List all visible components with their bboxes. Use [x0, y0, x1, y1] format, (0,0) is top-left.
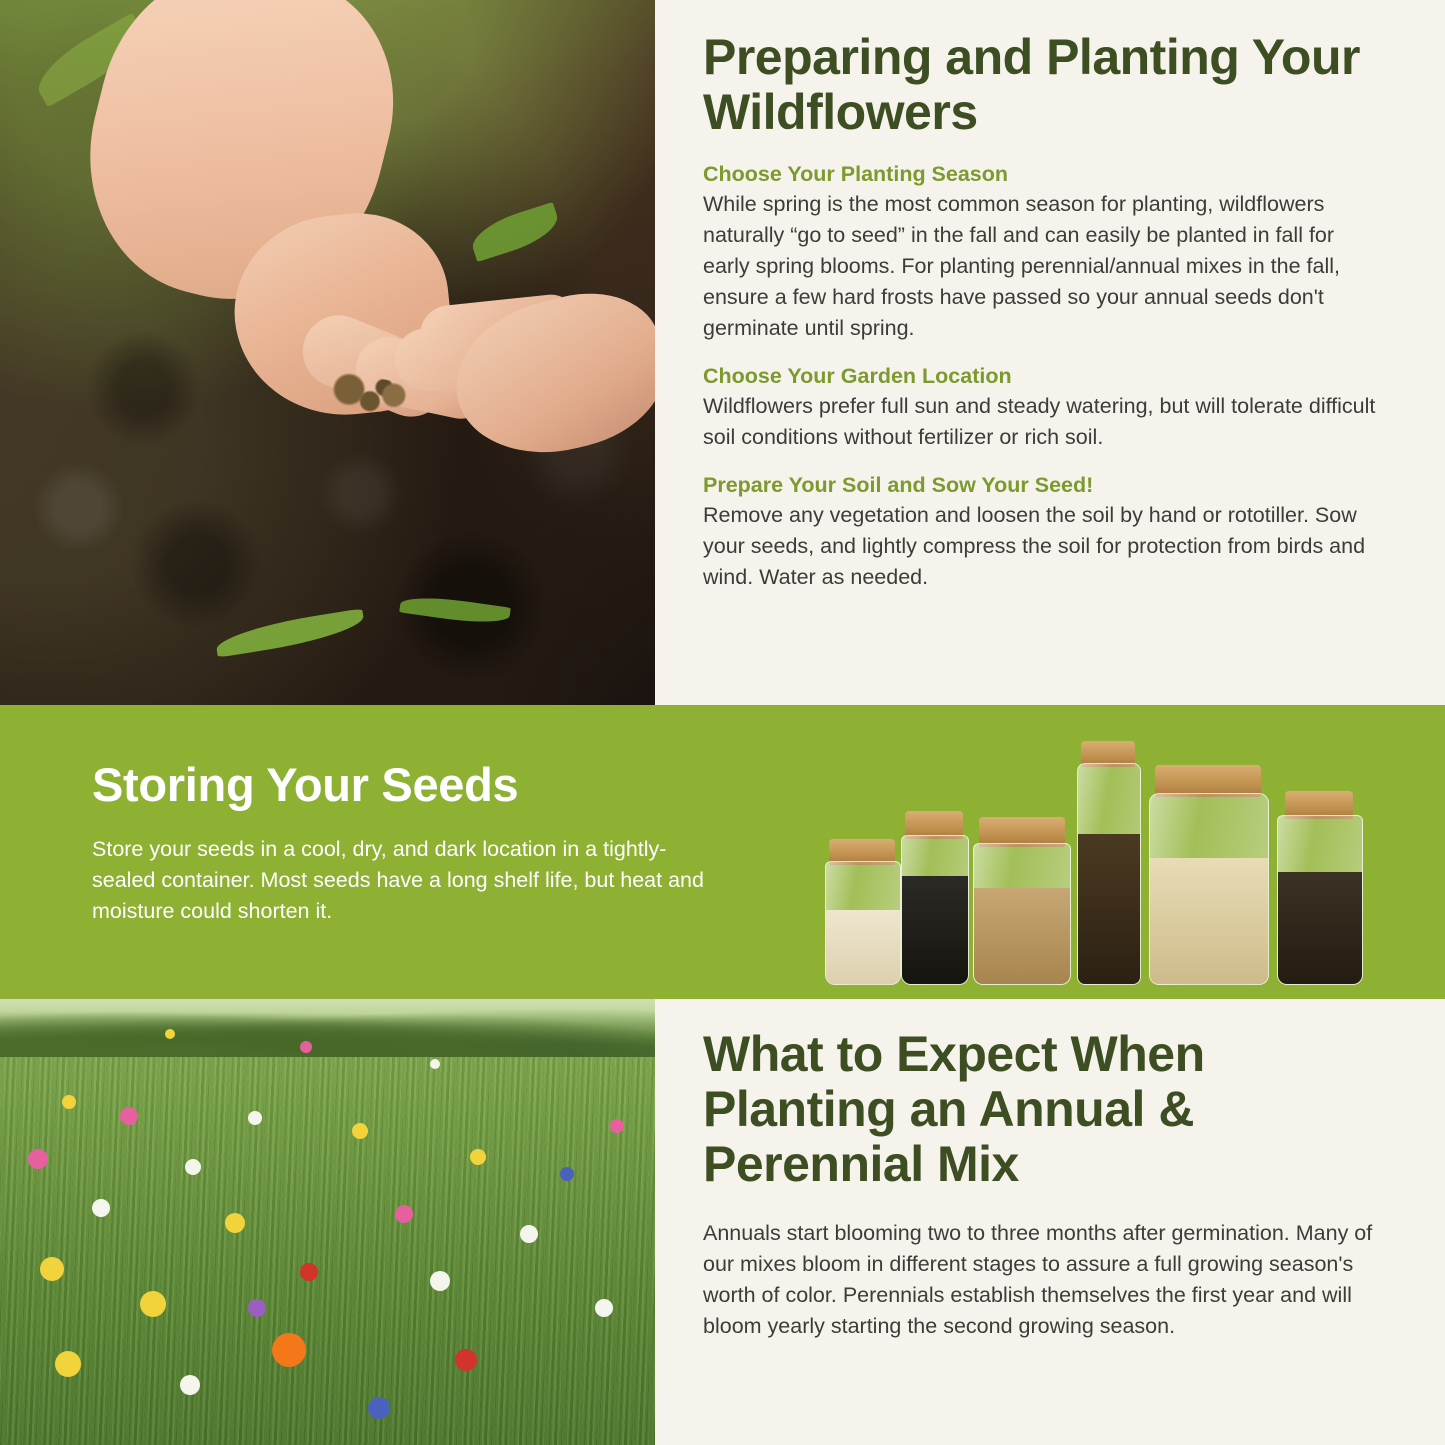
flower-bloom	[248, 1111, 262, 1125]
flower-bloom	[430, 1059, 440, 1069]
paragraph-garden-location: Wildflowers prefer full sun and steady watering, but will tolerate difficult soil conditions without fertilizer or rich soil.	[703, 393, 1376, 449]
flower-bloom	[300, 1041, 312, 1053]
flower-bloom	[430, 1271, 450, 1291]
planting-text-column	[655, 0, 1445, 705]
flower-bloom	[92, 1199, 110, 1217]
section-preparing-and-planting	[0, 0, 1445, 705]
subheading-garden-location: Choose Your Garden Location	[703, 363, 1012, 388]
paragraph-planting-season: While spring is the most common season for planting, wildflowers naturally “go to seed” in the fall and can easily be planted in fall for early spring blooms. For planting perennial/annual mixes in the fall, ensure a few hard frosts have passed so your annual seeds don't germinate until spring.	[703, 192, 1340, 340]
jar-contents	[902, 876, 968, 984]
paragraph-prepare-soil: Remove any vegetation and loosen the soil by hand or rototiller. Sow your seeds, and lightly compress the soil for protection from birds and wind. Water as needed.	[703, 502, 1366, 589]
flower-bloom	[455, 1349, 477, 1371]
seed-jar	[1077, 763, 1141, 985]
flower-bloom	[520, 1225, 538, 1243]
page-title: Preparing and Planting Your Wildflowers	[703, 29, 1360, 140]
jar-contents	[1278, 872, 1362, 984]
seed-jar	[973, 843, 1071, 985]
flower-bloom	[185, 1159, 201, 1175]
flower-bloom	[560, 1167, 574, 1181]
storing-title: Storing Your Seeds	[92, 758, 519, 811]
jar-contents	[826, 910, 900, 984]
flower-bloom	[248, 1299, 266, 1317]
flower-bloom	[180, 1375, 200, 1395]
flower-bloom	[165, 1029, 175, 1039]
wildflower-meadow-photo	[0, 999, 655, 1445]
jar-contents	[1078, 834, 1140, 984]
jar-contents	[974, 888, 1070, 984]
flower-bloom	[352, 1123, 368, 1139]
jar-contents	[1150, 858, 1268, 984]
flower-bloom	[62, 1095, 76, 1109]
flower-bloom	[28, 1149, 48, 1169]
storing-paragraph: Store your seeds in a cool, dry, and dark location in a tightly-sealed container. Most seeds have a long shelf life, but heat and moisture could shorten it.	[92, 837, 704, 924]
flower-bloom	[120, 1107, 138, 1125]
section-what-to-expect	[0, 999, 1445, 1445]
expect-text-column	[655, 999, 1445, 1445]
flower-bloom	[55, 1351, 81, 1377]
flower-bloom	[595, 1299, 613, 1317]
seed-jar	[901, 835, 969, 985]
seed-jar	[825, 861, 901, 985]
flower-bloom	[140, 1291, 166, 1317]
hand-sowing-seeds-in-soil-photo	[0, 0, 655, 705]
glass-jars-of-seeds-photo	[815, 735, 1375, 985]
seed-jar	[1149, 793, 1269, 985]
flower-bloom	[368, 1397, 390, 1419]
subheading-prepare-soil: Prepare Your Soil and Sow Your Seed!	[703, 472, 1094, 497]
expect-title: What to Expect When Planting an Annual & Perennial Mix	[703, 1026, 1205, 1192]
flower-bloom	[610, 1119, 624, 1133]
meadow-grass	[0, 1057, 655, 1445]
subheading-planting-season: Choose Your Planting Season	[703, 162, 1009, 186]
section-storing-your-seeds	[0, 705, 1445, 999]
storing-text-column	[92, 757, 712, 928]
flower-bloom	[40, 1257, 64, 1281]
seed-jar	[1277, 815, 1363, 985]
flower-bloom	[225, 1213, 245, 1233]
flower-bloom	[470, 1149, 486, 1165]
flower-bloom	[300, 1263, 318, 1281]
flower-bloom	[395, 1205, 413, 1223]
expect-paragraph: Annuals start blooming two to three months after germination. Many of our mixes bloom in different stages to assure a full growing season's worth of color. Perennials establish themselves the first year and will bloom yearly starting the second growing season.	[703, 1221, 1373, 1338]
flower-bloom	[272, 1333, 306, 1367]
